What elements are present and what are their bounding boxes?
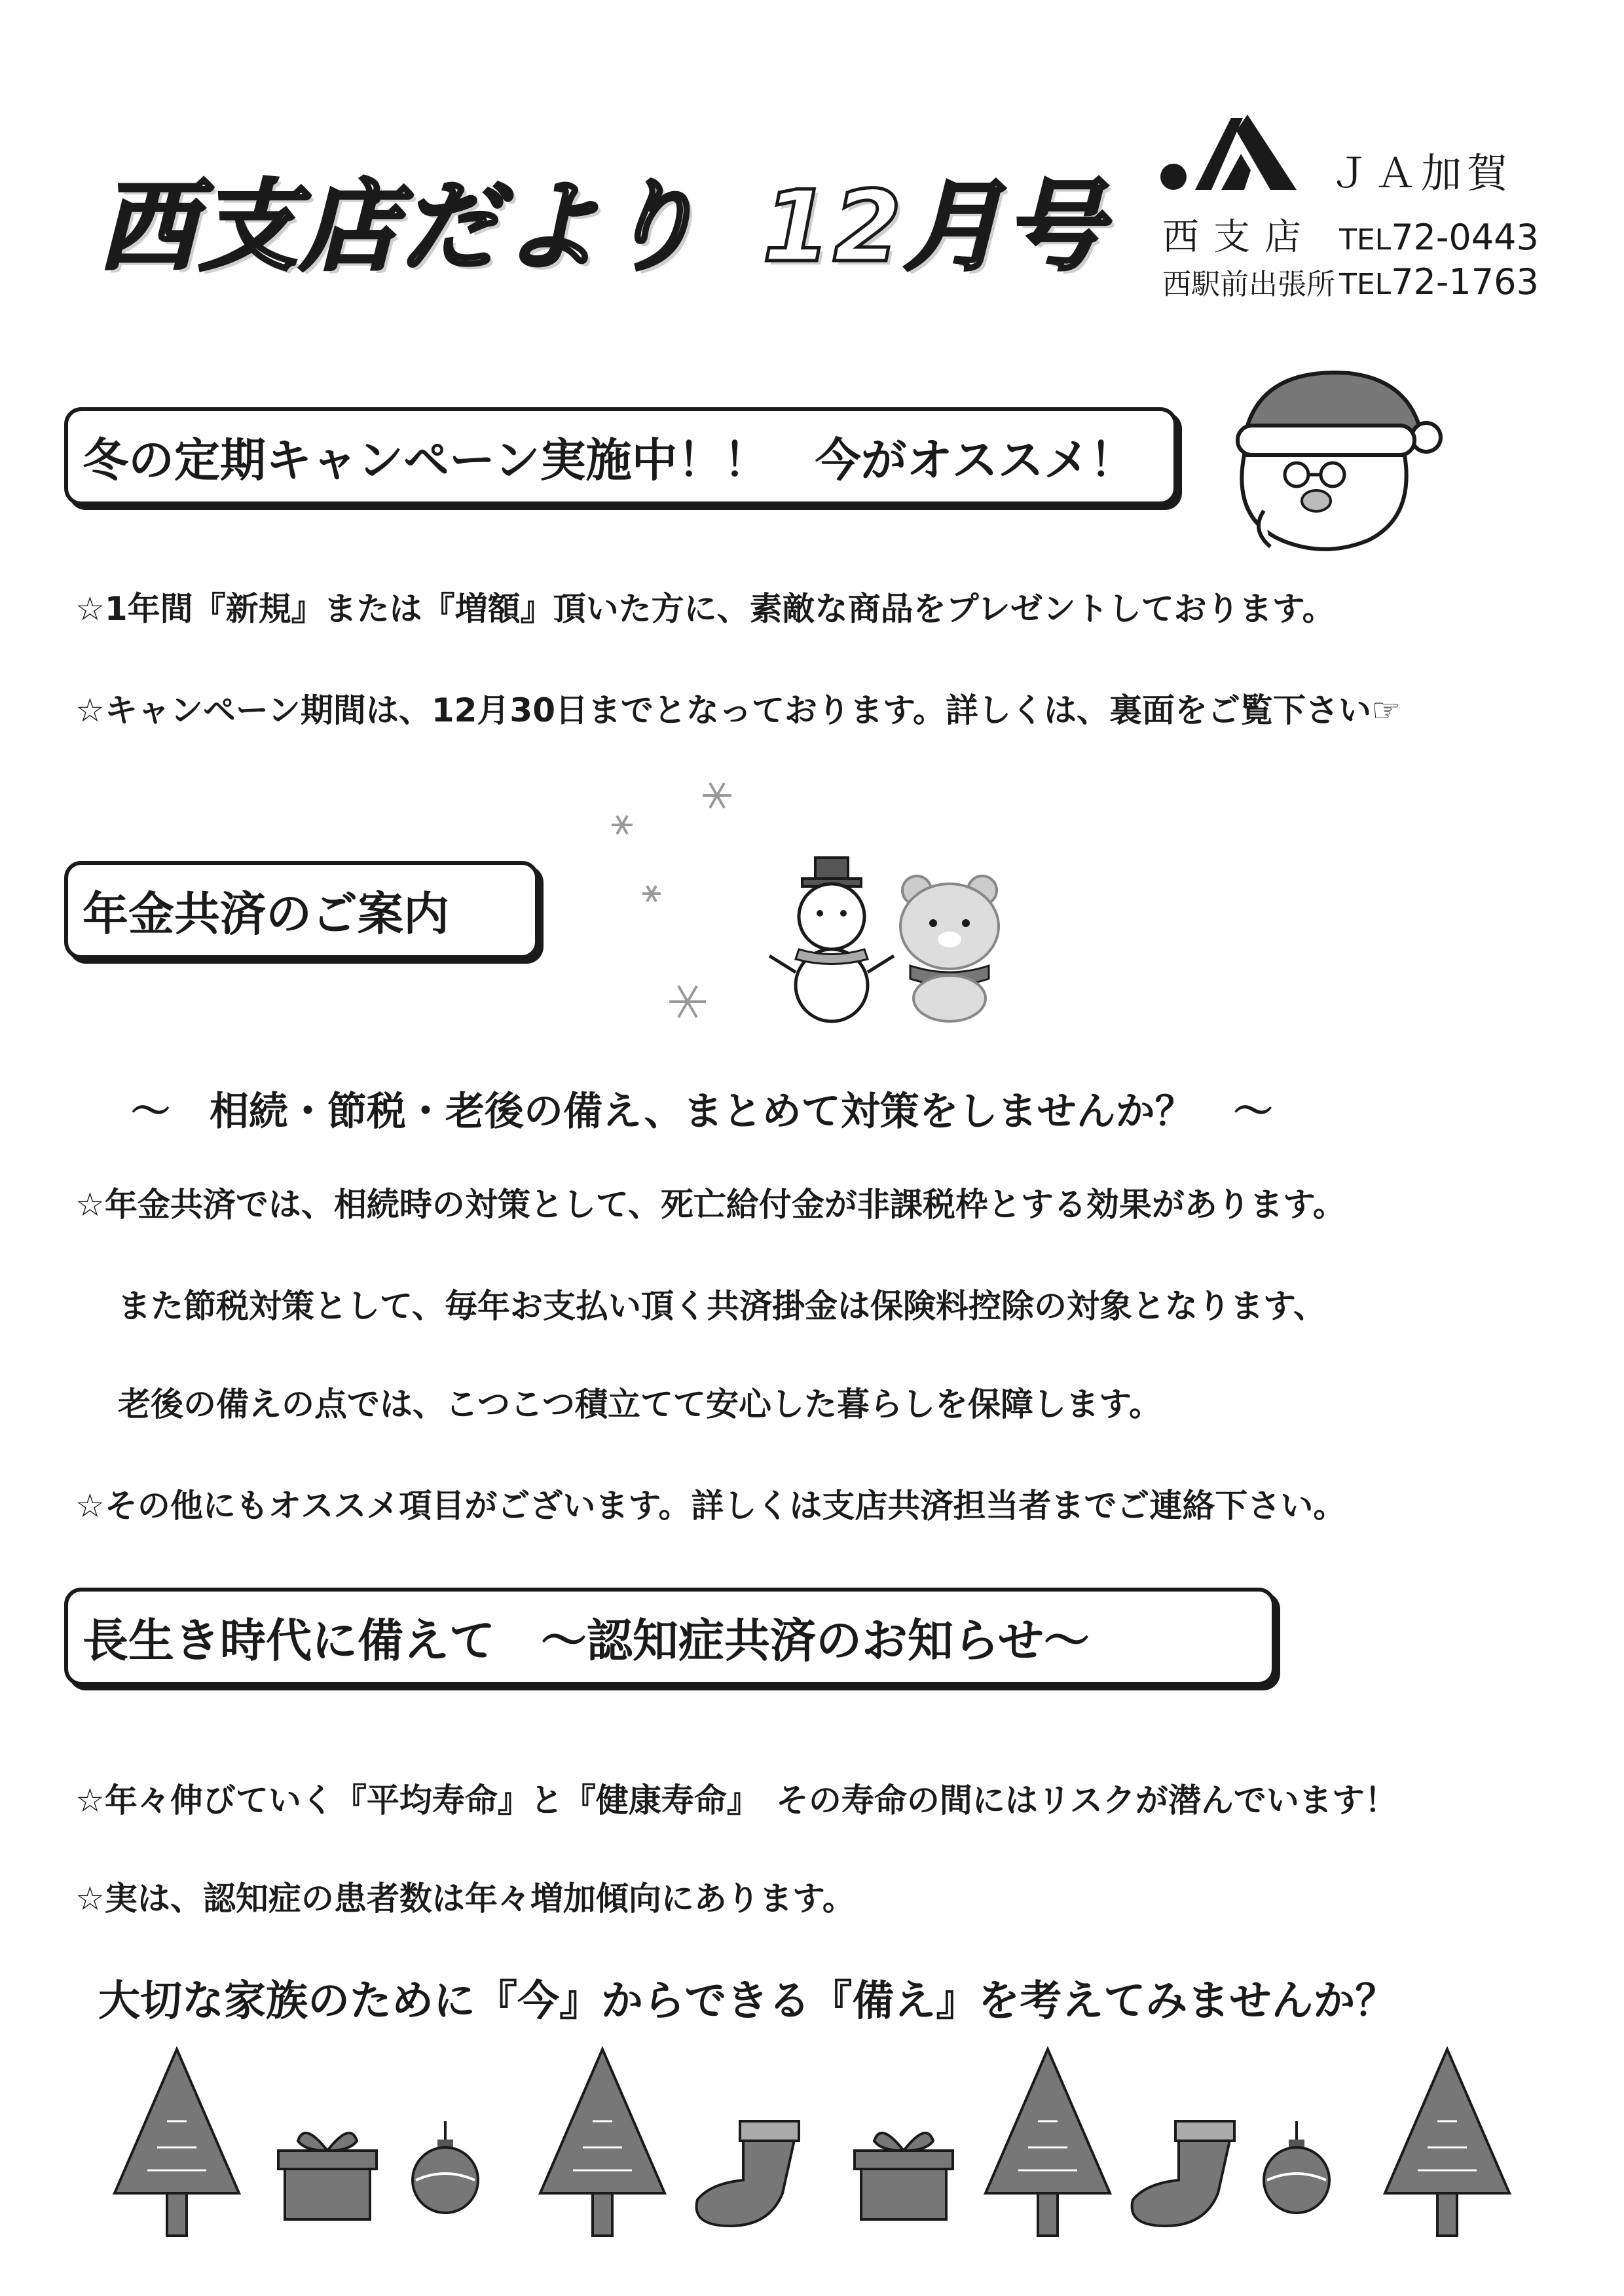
branch-label: 西支店 — [1162, 216, 1316, 259]
tel-prefix: TEL — [1339, 223, 1392, 257]
bear-icon — [891, 871, 1008, 1021]
section-heading-text: 年金共済のご案内 — [83, 886, 449, 941]
snowman-icon — [760, 851, 904, 1021]
pension-line-2: また節税対策として、毎年お支払い頂く共済掛金は保険料控除の対象となります、 — [118, 1287, 1326, 1325]
gift-icon — [855, 2133, 953, 2219]
pension-line-1: ☆年金共済では、相続時の対策として、死亡給付金が非課税枠とする効果があります。 — [75, 1186, 1346, 1224]
pension-subheading: ～ 相続・節税・老後の備え、まとめて対策をしませんか？ ～ — [131, 1089, 1273, 1135]
ja-logo-icon — [1159, 105, 1310, 196]
branch-label: 西駅前出張所 — [1162, 268, 1335, 301]
closing-message: 大切な家族のために『今』からできる『備え』を考えてみませんか？ — [98, 1977, 1397, 2026]
christmas-tree-icon — [986, 2049, 1110, 2236]
pension-line-4: ☆その他にもオススメ項目がございます。詳しくは支店共済担当者までご連絡下さい。 — [75, 1487, 1346, 1525]
pension-line-3: 老後の備えの点では、こつこつ積立てて安心した暮らしを保障します。 — [118, 1385, 1162, 1423]
newsletter-title — [98, 147, 1106, 289]
section-heading-dementia — [64, 1588, 1276, 1686]
section-heading-pension — [64, 861, 539, 959]
ornament-icon — [1264, 2121, 1329, 2213]
stocking-icon — [1132, 2121, 1234, 2226]
section-heading-campaign — [64, 407, 1177, 505]
tel-prefix: TEL — [1339, 268, 1392, 301]
title-text: 西支店だより — [98, 170, 704, 284]
campaign-line-1: ☆1年間『新規』または『増額』頂いた方に、素敵な商品をプレゼントしております。 — [75, 590, 1335, 628]
dementia-line-2: ☆実は、認知症の患者数は年々増加傾向にあります。 — [75, 1880, 855, 1918]
christmas-decoration-row — [105, 2036, 1519, 2252]
campaign-line-2: ☆キャンペーン期間は、12月30日までとなっております。詳しくは、裏面をご覧下さい☞ — [75, 691, 1401, 729]
gift-icon — [278, 2133, 377, 2219]
issue-text: 12月号 — [762, 170, 1106, 284]
christmas-tree-icon — [115, 2049, 239, 2236]
org-name: ＪＡ加賀 — [1329, 149, 1513, 197]
santa-icon — [1218, 360, 1441, 563]
branch-tel: 72-1763 — [1391, 261, 1539, 302]
christmas-tree-icon — [1385, 2049, 1509, 2236]
branch-tel: 72-0443 — [1391, 217, 1539, 258]
branch-info — [1162, 208, 1539, 261]
stocking-icon — [697, 2121, 799, 2226]
section-heading-text: 長生き時代に備えて ～認知症共済のお知らせ～ — [83, 1613, 1090, 1667]
section-heading-text: 冬の定期キャンペーン実施中！！ 今がオススメ！ — [83, 433, 1135, 487]
branch-info — [1162, 261, 1539, 302]
ornament-icon — [413, 2121, 478, 2213]
christmas-tree-icon — [540, 2049, 665, 2236]
dementia-line-1: ☆年々伸びていく『平均寿命』と『健康寿命』 その寿命の間にはリスクが潜んでいます！ — [75, 1781, 1397, 1819]
